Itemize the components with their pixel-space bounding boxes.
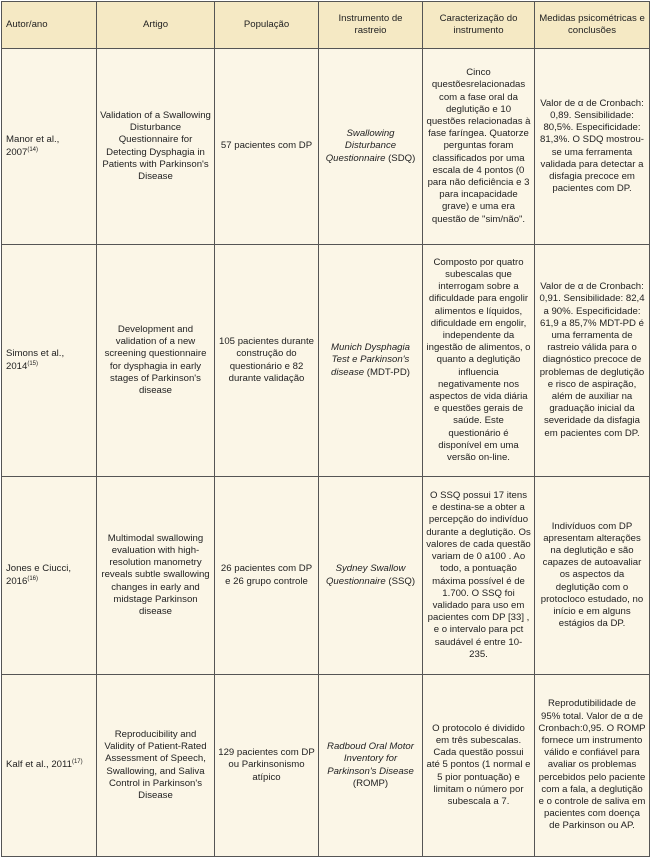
header-row xyxy=(2,2,650,49)
ref-superscript: (17) xyxy=(71,759,83,766)
table-row xyxy=(2,245,650,477)
instrumento-acronym: (SDQ) xyxy=(388,152,416,164)
ref-superscript: (15) xyxy=(27,360,39,367)
instrumento-name: Sydney Swallow Questionnaire xyxy=(325,563,406,587)
cell-caracterizacao: O protocolo é dividido em três subescalas. Cada questão possui até 5 pontos (1 normal e 5 pior pontuação) e limitam o número por subescala a 7. xyxy=(423,675,535,857)
instrumento-name: Munich Dysphagia Test e Parkinson's disease xyxy=(331,342,410,378)
header-artigo: Artigo xyxy=(97,2,215,49)
cell-medidas: Valor de α de Cronbach: 0,91. Sensibilidade: 82,4 a 90%. Especificidade: 61,9 a 85,7% MDT-PD é uma ferramenta de rastreio válida para o diagnóstico precoce de problemas de deglutição e risco de aspiração, além de auxiliar na graduação inicial da severidade da disfagia em pacientes com DP. xyxy=(535,245,650,477)
table-row xyxy=(2,675,650,857)
autor-text: Kalf et al., 2011 xyxy=(6,759,72,771)
cell-medidas: Valor de α de Cronbach: 0,89. Sensibilidade: 80,5%. Especificidade: 81,3%. O SDQ mostrou-se uma ferramenta validada para detectar a disfagia precoce em pacientes com DP. xyxy=(535,49,650,245)
instrumento-name: Radboud Oral Motor Inventory for Parkinson's Disease xyxy=(327,741,414,777)
instrumento-acronym: (ROMP) xyxy=(352,777,389,789)
cell-instrumento xyxy=(319,49,423,245)
cell-caracterizacao: Cinco questõesrelacionadas com a fase oral da deglutição e 10 questões relacionadas à fase faríngea. Quatorze perguntas foram classificados por uma escala de 4 pontos (0 para não deficiência e 3 para incapacidade grave) e uma era questão de "sim/não". xyxy=(423,49,535,245)
cell-artigo: Multimodal swallowing evaluation with high-resolution manometry reveals subtle swallowing changes in early and midstage Parkinson disease xyxy=(97,477,215,675)
instrumento-acronym: (MDT-PD) xyxy=(366,366,410,378)
cell-instrumento xyxy=(319,477,423,675)
header-autor: Autor/ano xyxy=(2,2,97,49)
cell-autor xyxy=(2,477,97,675)
cell-autor xyxy=(2,245,97,477)
header-caracterizacao: Caracterização do instrumento xyxy=(423,2,535,49)
header-populacao: População xyxy=(215,2,319,49)
header-medidas: Medidas psicométricas e conclusões xyxy=(535,2,650,49)
ref-superscript: (14) xyxy=(27,146,39,153)
cell-populacao: 57 pacientes com DP xyxy=(215,49,319,245)
ref-superscript: (16) xyxy=(27,575,39,582)
cell-caracterizacao: O SSQ possui 17 itens e destina-se a obter a percepção do indivíduo durante a deglutição. Os valores de cada questão variam de 0 a100 . Ao todo, a pontuação máxima possível é de 1.700. O SSQ foi validado para uso em pacientes com DP [33] , e o intervalo para pct saudável é entre 10-235. xyxy=(423,477,535,675)
instrumento-acronym: (SSQ) xyxy=(388,575,416,587)
autor-text: Manor et al., 2007 xyxy=(6,134,60,158)
cell-medidas: Indivíduos com DP apresentam alterações na deglutição e são capazes de autoavaliar os aspectos da deglutição com o protocloco estudado, no início e em alguns estágios da DP. xyxy=(535,477,650,675)
cell-populacao: 105 pacientes durante construção do questionário e 82 durante validação xyxy=(215,245,319,477)
cell-populacao: 26 pacientes com DP e 26 grupo controle xyxy=(215,477,319,675)
cell-autor xyxy=(2,49,97,245)
autor-text: Jones e Ciucci, 2016 xyxy=(6,563,72,587)
cell-artigo: Development and validation of a new screening questionnaire for dysphagia in early stages of Parkinson's disease xyxy=(97,245,215,477)
instrumento-name: Swallowing Disturbance Questionnaire xyxy=(325,128,397,164)
cell-autor xyxy=(2,675,97,857)
autor-text: Simons et al., 2014 xyxy=(6,348,65,372)
cell-populacao: 129 pacientes com DP ou Parkinsonismo atípico xyxy=(215,675,319,857)
studies-table xyxy=(1,1,650,857)
cell-caracterizacao: Composto por quatro subescalas que interrogam sobre a dificuldade para engolir alimentos e líquidos, dificuldade em engolir, independente da ingestão de alimentos, o quanto a deglutição influencia negativamente nos aspectos de vida diária e questões gerais de saúde. Este questionário é disponível em uma versão on-line. xyxy=(423,245,535,477)
cell-artigo: Reproducibility and Validity of Patient-Rated Assessment of Speech, Swallowing, and Saliva Control in Parkinson's Disease xyxy=(97,675,215,857)
cell-instrumento xyxy=(319,245,423,477)
cell-artigo: Validation of a Swallowing Disturbance Questionnaire for Detecting Dysphagia in Patients with Parkinson's Disease xyxy=(97,49,215,245)
cell-medidas: Reprodutibilidade de 95% total. Valor de α de Cronbach:0,95. O ROMP fornece um instrumento válido e confiável para avaliar os problemas percebidos pelo paciente com a fala, a deglutição e o controle de saliva em pacientes com doença de Parkinson ou AP. xyxy=(535,675,650,857)
header-instrumento: Instrumento de rastreio xyxy=(319,2,423,49)
table-row xyxy=(2,477,650,675)
cell-instrumento xyxy=(319,675,423,857)
table-row xyxy=(2,49,650,245)
